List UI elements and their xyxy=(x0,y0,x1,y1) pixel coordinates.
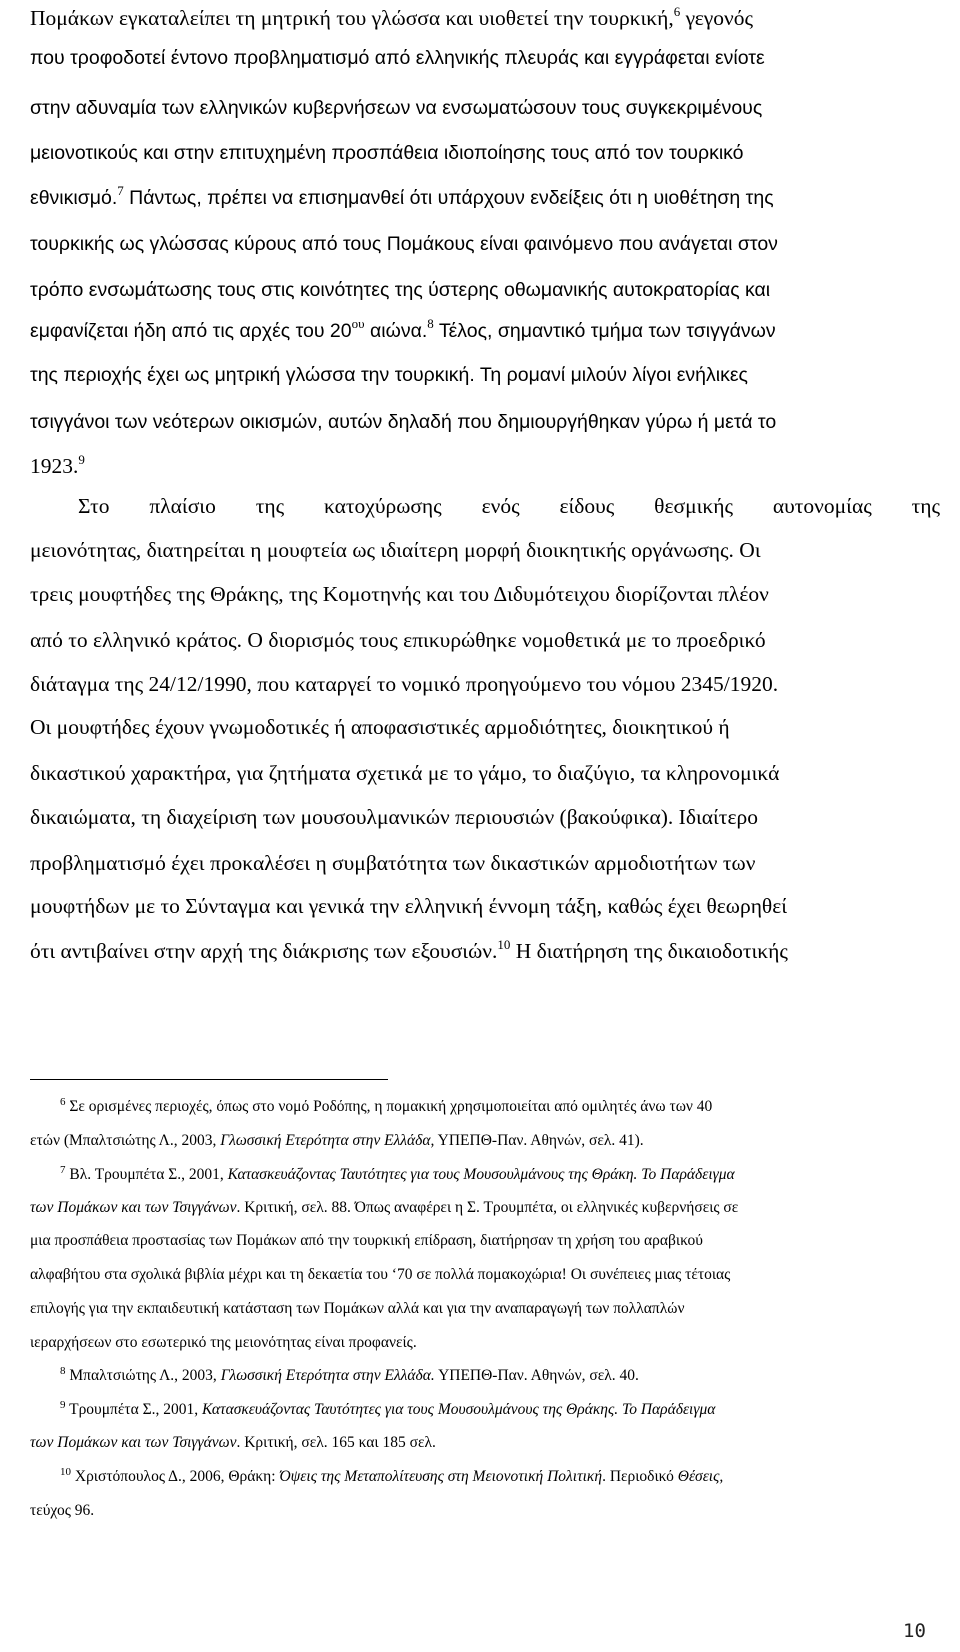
body-line: από το ελληνικό κράτος. Ο διορισμός τους επικυρώθηκε νομοθετικά με το προεδρικό xyxy=(30,628,766,652)
body-line: μειονότητας, διατηρείται η μουφτεία ως ιδιαίτερη μορφή διοικητικής οργάνωσης. Οι xyxy=(30,538,761,562)
body-line: δικαιώματα, τη διαχείριση των μουσουλμανικών περιουσιών (βακούφικα). Ιδιαίτερο xyxy=(30,805,758,829)
footnote-line: ιεραρχήσεων στο εσωτερικό της μειονότητας είναι προφανείς. xyxy=(30,1334,417,1351)
footnote-ref[interactable]: 10 xyxy=(497,937,511,952)
footnote-line: $^{10}$ Χριστόπουλος Δ., 2006, Θράκη: Όψεις της Μεταπολίτευσης στη Μειονοτική Πολιτική. Περιοδικό Θέσεις, xyxy=(60,1466,724,1485)
footnote-line: $^6$ Σε ορισμένες περιοχές, όπως στο νομό Ροδόπης, η πομακική χρησιμοποιείται από ομιλητές άνω των 40 xyxy=(60,1096,713,1115)
body-line: εμφανίζεται ήδη από τις αρχές του $20^{o\upsilon}$ αιώνα.$^8$ Τέλος, σημαντικό τμήμα των τσιγγάνων xyxy=(30,316,776,342)
body-line: Πομάκων εγκαταλείπει τη μητρική του γλώσσα και υιοθετεί την τουρκική,$^6$ γεγονός xyxy=(30,4,754,30)
footnote-line: $^9$ Τρουμπέτα Σ., 2001, Κατασκευάζοντας Ταυτότητες για τους Μουσουλμάνους της Θράκης. Το Παράδειγμα xyxy=(60,1399,716,1418)
footnote-line: $^8$ Μπαλτσιώτης Λ., 2003, Γλωσσική Ετερότητα στην Ελλάδα. ΥΠΕΠΘ-Παν. Αθηνών, σελ. 40. xyxy=(60,1365,639,1384)
footnote-line: αλφαβήτου στα σχολικά βιβλία μέχρι και τη δεκαετία του ‘70 σε πολλά πομακοχώρια! Οι συνέπειες μιας τέτοιας xyxy=(30,1266,731,1283)
footnote-separator xyxy=(30,1079,388,1080)
footnote-line: ετών (Μπαλτσιώτης Λ., 2003, Γλωσσική Ετερότητα στην Ελλάδα, ΥΠΕΠΘ-Παν. Αθηνών, σελ. 41). xyxy=(30,1132,644,1149)
body-line: της περιοχής έχει ως μητρική γλώσσα την τουρκική. Τη ρομανί μιλούν λίγοι ενήλικες xyxy=(30,364,748,386)
footnote-line: επιλογής για την εκπαιδευτική κατάσταση των Πομάκων αλλά και για την αναπαραγωγή των πολλαπλών xyxy=(30,1300,685,1317)
body-line: μειονοτικούς και στην επιτυχημένη προσπάθεια ιδιοποίησης τους από τον τουρκικό xyxy=(30,142,744,164)
footnote-ref[interactable]: 9 xyxy=(78,452,85,467)
footnote-line: των Πομάκων και των Τσιγγάνων. Κριτική, σελ. 165 και 185 σελ. xyxy=(30,1434,436,1451)
body-line: τρεις μουφτήδες της Θράκης, της Κομοτηνής και του Διδυμότειχου διορίζονται πλέον xyxy=(30,582,769,606)
page-number: 10 xyxy=(903,1620,926,1642)
body-line: εθνικισμό.$^7$ Πάντως, πρέπει να επισημανθεί ότι υπάρχουν ενδείξεις ότι η υιοθέτηση της xyxy=(30,183,774,209)
footnote-line: των Πομάκων και των Τσιγγάνων. Κριτική, σελ. 88. Όπως αναφέρει η Σ. Τρουμπέτα, οι ελληνικές κυβερνήσεις σε xyxy=(30,1199,739,1216)
body-line: στην αδυναμία των ελληνικών κυβερνήσεων να ενσωματώσουν τους συγκεκριμένους xyxy=(30,97,763,119)
body-line: προβληματισμό έχει προκαλέσει η συμβατότητα των δικαστικών αρμοδιοτήτων των xyxy=(30,851,756,875)
body-line: μουφτήδων με το Σύνταγμα και γενικά την ελληνική έννομη τάξη, καθώς έχει θεωρηθεί xyxy=(30,894,788,918)
body-line: Οι μουφτήδες έχουν γνωμοδοτικές ή αποφασιστικές αρμοδιότητες, διοικητικού ή xyxy=(30,715,730,739)
body-line: τσιγγάνοι των νεότερων οικισμών, αυτών δηλαδή που δημιουργήθηκαν γύρω ή μετά το xyxy=(30,411,777,433)
body-line: ότι αντιβαίνει στην αρχή της διάκρισης των εξουσιών.$^{10}$ Η διατήρηση της δικαιοδοτικής xyxy=(30,937,788,963)
body-line: Στο πλαίσιο της κατοχύρωσης ενός είδους θεσμικής αυτονομίας της xyxy=(78,494,940,518)
body-line: διάταγμα της 24/12/1990, που καταργεί το νομικό προηγούμενο του νόμου 2345/1920. xyxy=(30,672,779,696)
footnote-ref[interactable]: 8 xyxy=(427,316,434,331)
footnote-ref[interactable]: 7 xyxy=(117,183,124,198)
footnote-line: μια προσπάθεια προστασίας των Πομάκων από την τουρκική επίδραση, διατήρησαν τη χρήση του αραβικού xyxy=(30,1232,703,1249)
footnote-ref[interactable]: 6 xyxy=(673,4,681,19)
body-line: τρόπο ενσωμάτωσης τους στις κοινότητες της ύστερης οθωμανικής αυτοκρατορίας και xyxy=(30,279,771,301)
body-line: δικαστικού χαρακτήρα, για ζητήματα σχετικά με το γάμο, το διαζύγιο, τα κληρονομικά xyxy=(30,761,780,785)
body-line: που τροφοδοτεί έντονο προβληματισμό από ελληνικής πλευράς και εγγράφεται ενίοτε xyxy=(30,47,765,69)
footnote-line: τεύχος 96. xyxy=(30,1502,95,1519)
body-line: 1923.$^9$ xyxy=(30,452,85,478)
footnote-line: $^7$ Βλ. Τρουμπέτα Σ., 2001, Κατασκευάζοντας Ταυτότητες για τους Μουσουλμάνους της Θράκη. Το Παράδειγμα xyxy=(60,1164,735,1183)
body-line: τουρκικής ως γλώσσας κύρους από τους Πομάκους είναι φαινόμενο που ανάγεται στον xyxy=(30,233,778,255)
